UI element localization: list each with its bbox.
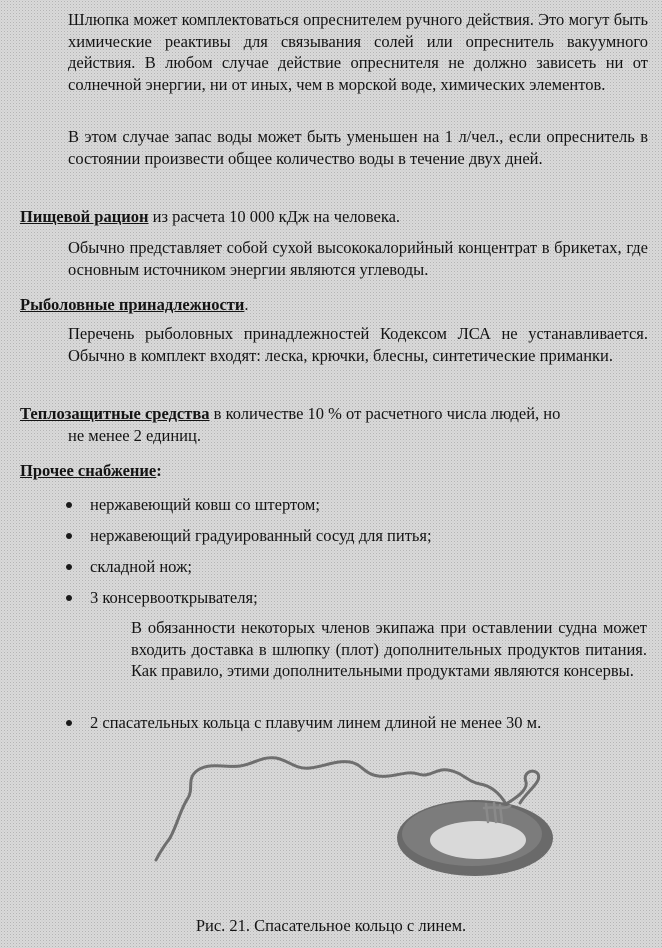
fishing-heading-rest: . xyxy=(244,295,249,314)
food-heading-line xyxy=(20,206,648,228)
list-item-text: нержавеющий ковш со штертом; xyxy=(90,495,320,514)
thermal-heading-line xyxy=(20,403,648,446)
bullet-icon xyxy=(66,595,72,601)
list-item-text: складной нож; xyxy=(90,557,192,576)
paragraph-food: Обычно представляет собой сухой высококалорийный концентрат в брикетах, где основным источником энергии являются углеводы. xyxy=(68,238,648,279)
other-heading: Прочее снабжение xyxy=(20,461,157,480)
list-item-text: 2 спасательных кольца с плавучим линем длиной не менее 30 м. xyxy=(90,713,542,732)
list-item-text: нержавеющий градуированный сосуд для питья; xyxy=(90,526,432,545)
bullet-icon xyxy=(66,720,72,726)
food-heading: Пищевой рацион xyxy=(20,207,149,226)
bullet-icon xyxy=(66,564,72,570)
food-heading-rest: из расчета 10 000 кДж на человека. xyxy=(148,207,401,226)
paragraph-water-reduction: В этом случае запас воды может быть уменьшен на 1 л/чел., если опреснитель в состоянии произвести общее количество воды в течение двух дней. xyxy=(68,127,648,168)
lifebuoy-with-line-image xyxy=(150,748,560,883)
bullet-icon xyxy=(66,502,72,508)
rope-end xyxy=(156,838,170,860)
supplies-note: В обязанности некоторых членов экипажа при оставлении судна может входить доставка в шлюпку (плот) дополнительных продуктов питания. Как правило, этими дополнительными продуктами являются консервы. xyxy=(131,618,647,680)
paragraph-fishing: Перечень рыболовных принадлежностей Кодексом ЛСА не устанавливается. Обычно в комплект входят: леска, крючки, блесны, синтетические приманки. xyxy=(68,324,648,365)
fishing-heading-line xyxy=(20,294,648,316)
figure-caption: Рис. 21. Спасательное кольцо с линем. xyxy=(195,916,467,935)
thermal-heading-continuation: не менее 2 единиц. xyxy=(68,425,201,445)
other-heading-rest: : xyxy=(156,461,162,480)
fishing-heading: Рыболовные принадлежности xyxy=(20,295,245,314)
thermal-heading: Теплозащитные средства xyxy=(20,404,210,423)
other-heading-line xyxy=(20,460,648,482)
paragraph-desalinator: Шлюпка может комплектоваться опреснителем ручного действия. Это могут быть химические реактивы для связывания солей или опреснитель вакуумного действия. В любом случае действие опреснителя не должно зависеть ни от солнечной энергии, ни от иных, чем в морской воде, химических элементов. xyxy=(68,10,648,94)
list-item-text: 3 консервооткрывателя; xyxy=(90,588,258,607)
thermal-heading-rest: в количестве 10 % от расчетного числа людей, но xyxy=(209,404,561,423)
bullet-icon xyxy=(66,533,72,539)
rope-loop xyxy=(506,771,539,804)
lifebuoy-hole xyxy=(430,821,526,859)
